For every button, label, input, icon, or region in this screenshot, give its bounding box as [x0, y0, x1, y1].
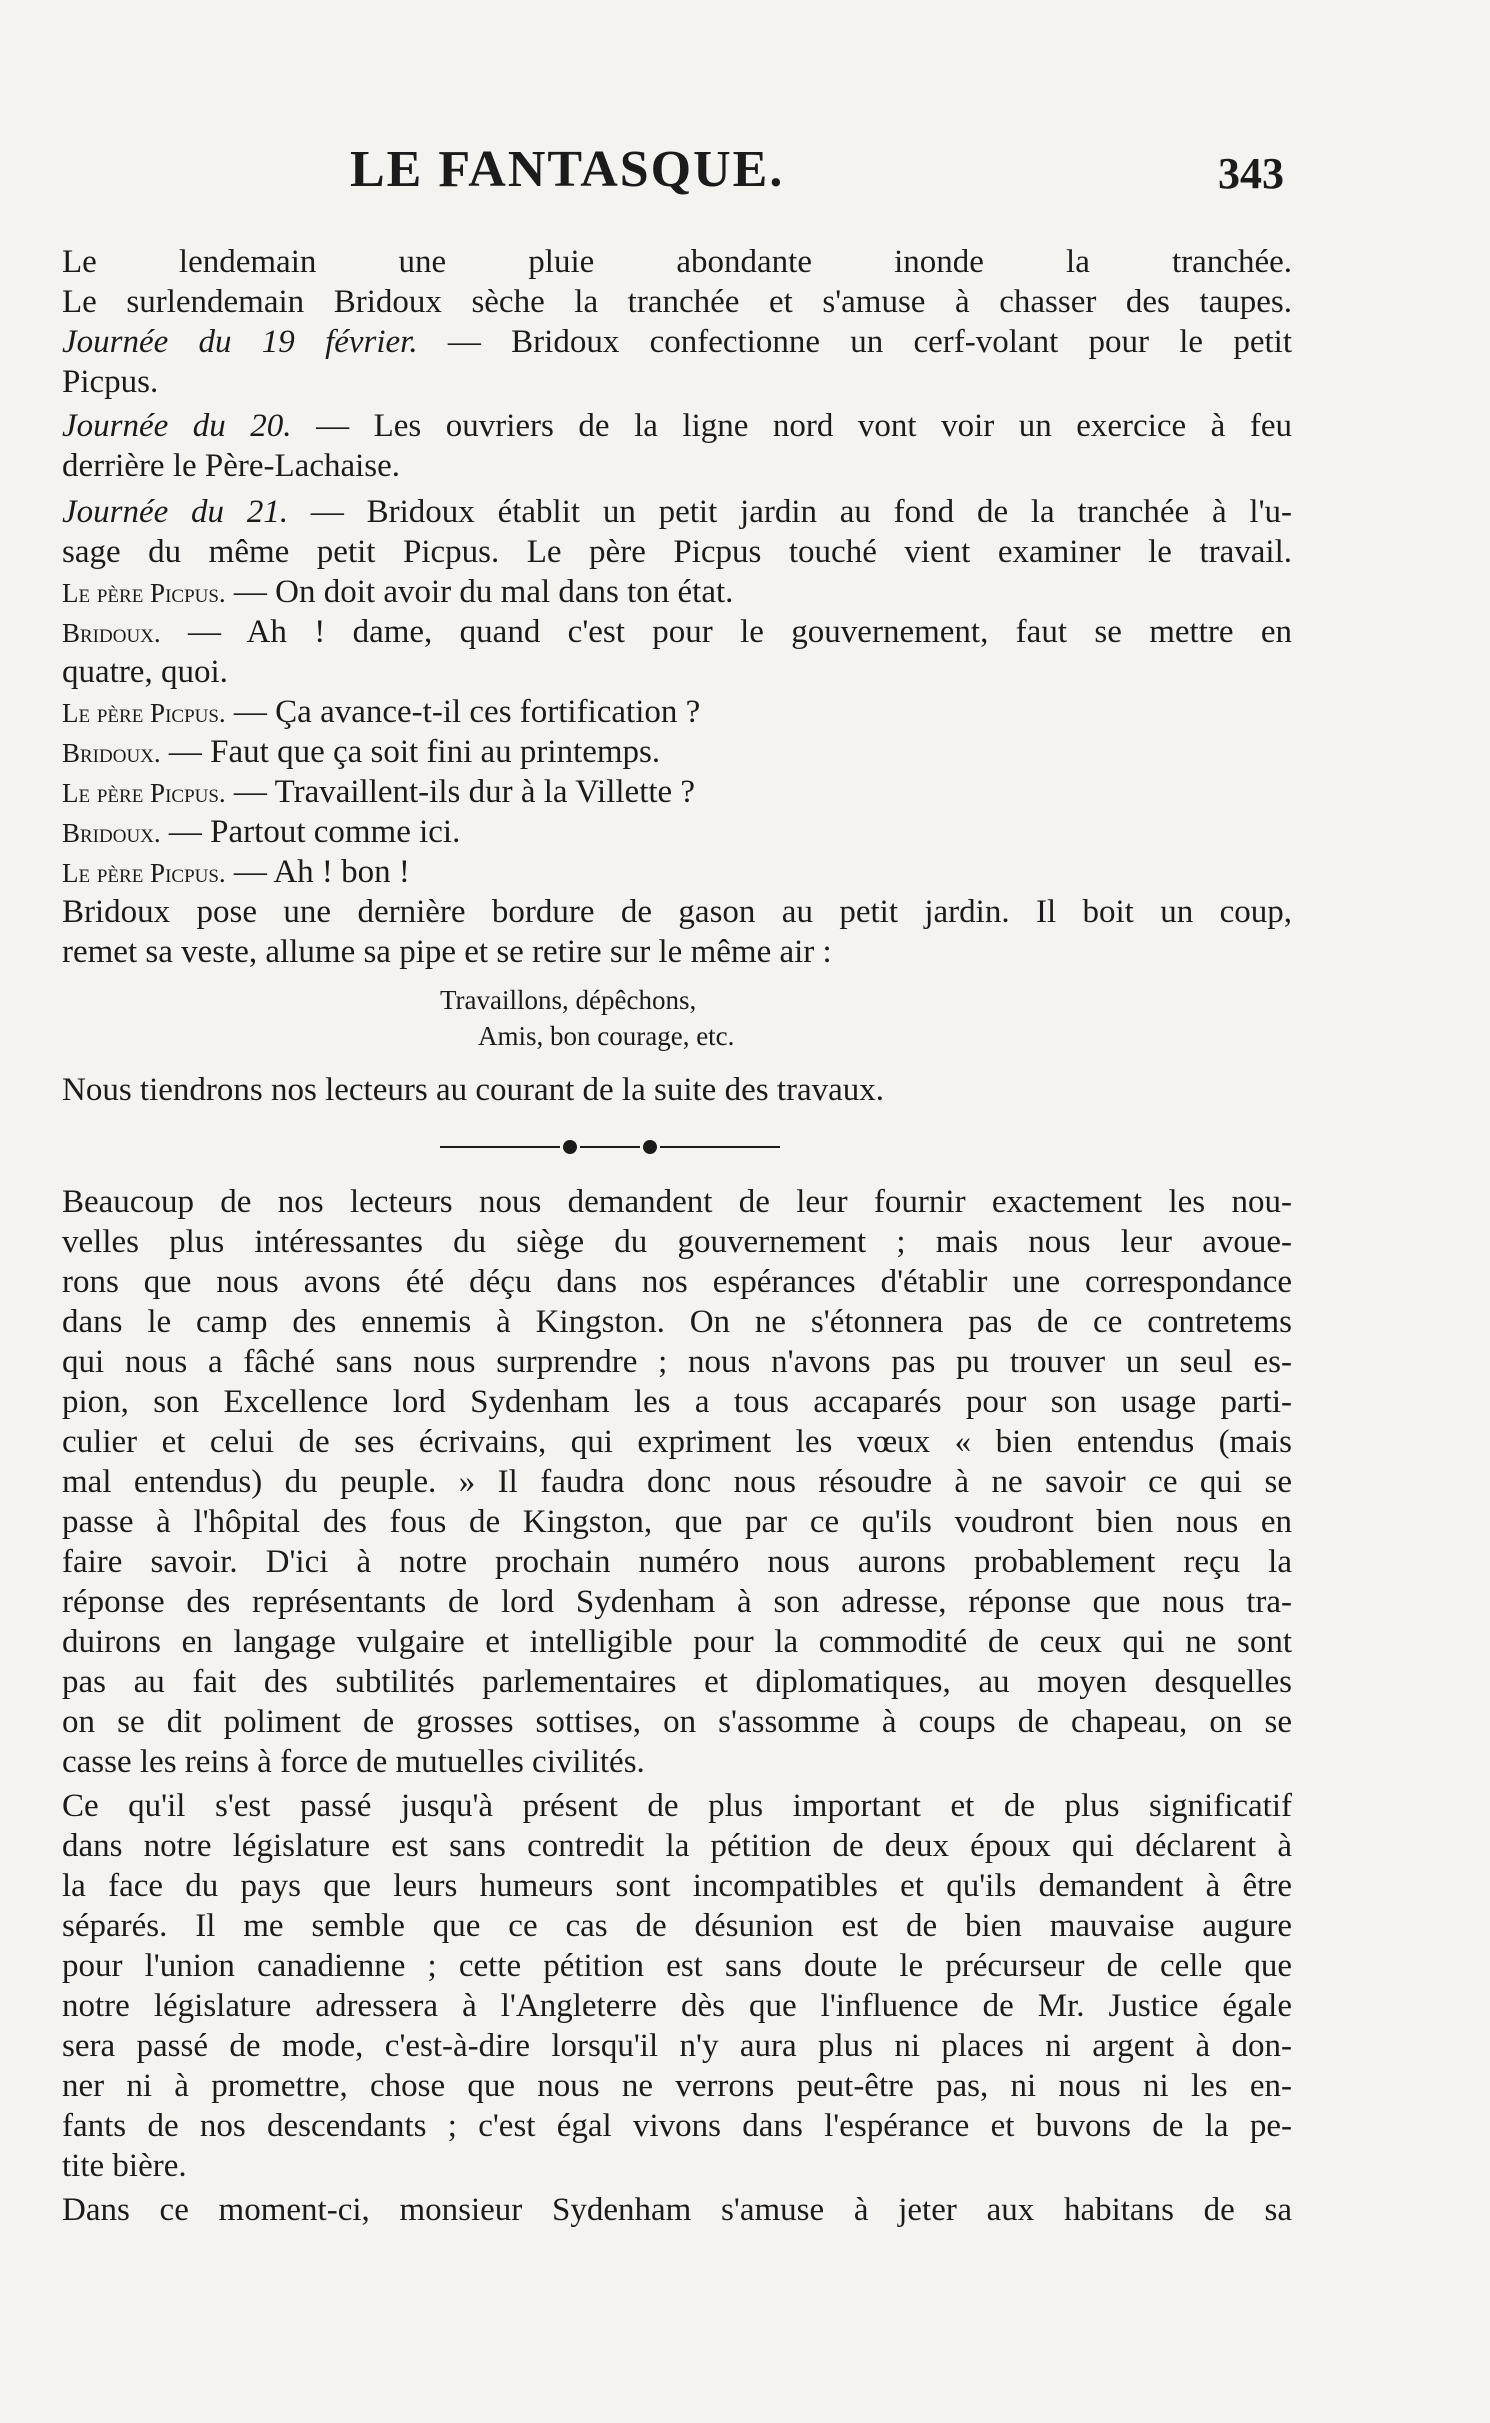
- speaker: Le père Picpus.: [62, 858, 226, 888]
- article-line: passe à l'hôpital des fous de Kingston, que par ce qu'ils voudront bien nous en: [62, 1504, 1292, 1540]
- dialogue-line: Bridoux. — Ah ! dame, quand c'est pour le gouvernement, faut se mettre en: [62, 614, 1292, 650]
- article-line: velles plus intéressantes du siège du gouvernement ; mais nous leur avoue-: [62, 1224, 1292, 1260]
- journal-line: Picpus.: [62, 364, 159, 400]
- dialogue-line: quatre, quoi.: [62, 654, 228, 690]
- speaker: Bridoux.: [62, 738, 161, 768]
- article-line: Ce qu'il s'est passé jusqu'à présent de plus important et de plus significatif: [62, 1788, 1292, 1824]
- dialogue-line: Bridoux. — Faut que ça soit fini au printemps.: [62, 734, 661, 770]
- speaker: Bridoux.: [62, 818, 161, 848]
- date-lead: Journée du 21.: [62, 494, 289, 530]
- article-line: pour l'union canadienne ; cette pétition est sans doute le précurseur de celle que: [62, 1948, 1292, 1984]
- article-line: séparés. Il me semble que ce cas de désunion est de bien mauvaise augure: [62, 1908, 1292, 1944]
- article-line: pas au fait des subtilités parlementaires et diplomatiques, au moyen desquelles: [62, 1664, 1292, 1700]
- speaker: Le père Picpus.: [62, 698, 226, 728]
- article-line: dans notre législature est sans contredit la pétition de deux époux qui déclarent à: [62, 1828, 1292, 1864]
- journal-line: derrière le Père-Lachaise.: [62, 448, 401, 484]
- dialogue-line: Le père Picpus. — On doit avoir du mal dans ton état.: [62, 574, 734, 610]
- page-header: [0, 140, 1490, 210]
- article-line: faire savoir. D'ici à notre prochain numéro nous aurons probablement reçu la: [62, 1544, 1292, 1580]
- article-line: tite bière.: [62, 2148, 187, 2184]
- journal-line: Journée du 20. — Les ouvriers de la ligne nord vont voir un exercice à feu: [62, 408, 1292, 444]
- journal-title: LE FANTASQUE.: [350, 141, 785, 198]
- article-line: Beaucoup de nos lecteurs nous demandent de leur fournir exactement les nou-: [62, 1184, 1292, 1220]
- article-line: qui nous a fâché sans nous surprendre ; nous n'avons pas pu trouver un seul es-: [62, 1344, 1292, 1380]
- article-line: Dans ce moment-ci, monsieur Sydenham s'amuse à jeter aux habitans de sa: [62, 2192, 1292, 2228]
- article-line: ner ni à promettre, chose que nous ne verrons peut-être pas, ni nous ni les en-: [62, 2068, 1292, 2104]
- date-lead: Journée du 20.: [62, 408, 292, 444]
- page-number: 343: [1218, 149, 1284, 198]
- dialogue-line: Le père Picpus. — Ah ! bon !: [62, 854, 410, 890]
- closing-note: Nous tiendrons nos lecteurs au courant de la suite des travaux.: [62, 1072, 885, 1108]
- speaker: Le père Picpus.: [62, 778, 226, 808]
- article-line: mal entendus) du peuple. » Il faudra donc nous résoudre à ne savoir ce qui se: [62, 1464, 1292, 1500]
- article-line: notre législature adressera à l'Angleterre dès que l'influence de Mr. Justice égale: [62, 1988, 1292, 2024]
- closing-line: Bridoux pose une dernière bordure de gason au petit jardin. Il boit un coup,: [62, 894, 1292, 930]
- article-line: réponse des représentants de lord Sydenham à son adresse, réponse que nous tra-: [62, 1584, 1292, 1620]
- dialogue-line: Bridoux. — Partout comme ici.: [62, 814, 461, 850]
- dialogue-line: Le père Picpus. — Travaillent-ils dur à la Villette ?: [62, 774, 696, 810]
- ornament-divider: [440, 1132, 780, 1162]
- article-line: casse les reins à force de mutuelles civilités.: [62, 1744, 645, 1780]
- verse-line: Amis, bon courage, etc.: [478, 1021, 735, 1051]
- article-line: culier et celui de ses écrivains, qui expriment les vœux « bien entendus (mais: [62, 1424, 1292, 1460]
- date-lead: Journée du 19 février.: [62, 324, 418, 360]
- article-line: pion, son Excellence lord Sydenham les a tous accaparés pour son usage parti-: [62, 1384, 1292, 1420]
- article-line: sera passé de mode, c'est-à-dire lorsqu'il n'y aura plus ni places ni argent à don-: [62, 2028, 1292, 2064]
- article-line: rons que nous avons été déçu dans nos espérances d'établir une correspondance: [62, 1264, 1292, 1300]
- article-line: dans le camp des ennemis à Kingston. On ne s'étonnera pas de ce contretems: [62, 1304, 1292, 1340]
- verse-line: Travaillons, dépêchons,: [440, 985, 697, 1015]
- article-line: on se dit poliment de grosses sottises, on s'assomme à coups de chapeau, on se: [62, 1704, 1292, 1740]
- closing-line: remet sa veste, allume sa pipe et se retire sur le même air :: [62, 934, 832, 970]
- journal-line: Le lendemain une pluie abondante inonde la tranchée.: [62, 244, 1292, 280]
- speaker: Le père Picpus.: [62, 578, 226, 608]
- article-line: la face du pays que leurs humeurs sont incompatibles et qu'ils demandent à être: [62, 1868, 1292, 1904]
- journal-line: Journée du 21. — Bridoux établit un petit jardin au fond de la tranchée à l'u-: [62, 494, 1292, 530]
- dialogue-line: Le père Picpus. — Ça avance-t-il ces fortification ?: [62, 694, 701, 730]
- article-line: fants de nos descendants ; c'est égal vivons dans l'espérance et buvons de la pe-: [62, 2108, 1292, 2144]
- journal-line: sage du même petit Picpus. Le père Picpus touché vient examiner le travail.: [62, 534, 1292, 570]
- journal-line: Le surlendemain Bridoux sèche la tranchée et s'amuse à chasser des taupes.: [62, 284, 1292, 320]
- speaker: Bridoux.: [62, 618, 161, 648]
- journal-line: Journée du 19 février. — Bridoux confectionne un cerf-volant pour le petit: [62, 324, 1292, 360]
- article-line: duirons en langage vulgaire et intelligible pour la commodité de ceux qui ne sont: [62, 1624, 1292, 1660]
